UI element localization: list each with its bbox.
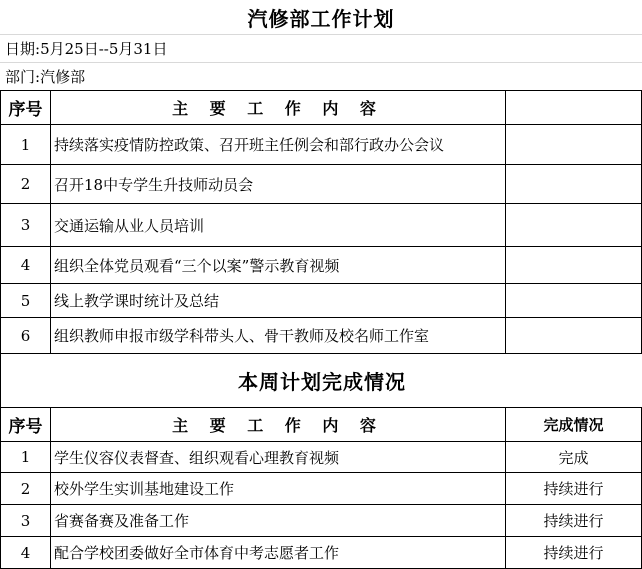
plan-row-task: 持续落实疫情防控政策、召开班主任例会和部行政办公会议	[51, 125, 506, 165]
plan-row	[1, 204, 642, 247]
plan-row-task: 组织教师申报市级学科带头人、骨干教师及校名师工作室	[51, 318, 506, 354]
completion-row	[1, 505, 642, 537]
plan-row	[1, 165, 642, 204]
plan-header-note	[506, 91, 642, 125]
completion-row-task: 学生仪容仪表督查、组织观看心理教育视频	[51, 442, 506, 473]
plan-header-row	[1, 91, 642, 125]
completion-row-status: 持续进行	[506, 473, 642, 505]
completion-row-num: 1	[1, 442, 51, 473]
plan-row-note	[506, 165, 642, 204]
plan-row-num: 1	[1, 125, 51, 165]
plan-header-task: 主 要 工 作 内 容	[51, 91, 506, 125]
department-value: 汽修部	[40, 68, 86, 86]
completion-table	[0, 407, 642, 569]
plan-row-note	[506, 284, 642, 318]
completion-row-num: 3	[1, 505, 51, 537]
plan-row-task: 线上教学课时统计及总结	[51, 284, 506, 318]
completion-section-title: 本周计划完成情况	[0, 353, 642, 407]
plan-row-num: 6	[1, 318, 51, 354]
plan-row	[1, 247, 642, 284]
plan-row-note	[506, 204, 642, 247]
department-label: 部门:	[5, 68, 41, 86]
completion-row-task: 配合学校团委做好全市体育中考志愿者工作	[51, 537, 506, 569]
completion-row	[1, 473, 642, 505]
plan-header-num: 序号	[1, 91, 51, 125]
plan-row-num: 4	[1, 247, 51, 284]
completion-header-task: 主 要 工 作 内 容	[51, 408, 506, 442]
department-row	[0, 62, 642, 90]
completion-row-task: 校外学生实训基地建设工作	[51, 473, 506, 505]
completion-header-status: 完成情况	[506, 408, 642, 442]
plan-table	[0, 90, 642, 354]
completion-row-num: 2	[1, 473, 51, 505]
plan-row	[1, 284, 642, 318]
date-label: 日期:	[5, 40, 41, 58]
plan-row-note	[506, 125, 642, 165]
plan-row-num: 3	[1, 204, 51, 247]
completion-row-task: 省赛备赛及准备工作	[51, 505, 506, 537]
completion-header-num: 序号	[1, 408, 51, 442]
plan-row-task: 组织全体党员观看“三个以案”警示教育视频	[51, 247, 506, 284]
page-title: 汽修部工作计划	[247, 6, 395, 31]
plan-row-note	[506, 247, 642, 284]
plan-row-task: 召开18中专学生升技师动员会	[51, 165, 506, 204]
completion-row	[1, 537, 642, 569]
completion-row	[1, 442, 642, 473]
date-value: 5月25日--5月31日	[40, 40, 168, 58]
date-row	[0, 34, 642, 62]
plan-row	[1, 125, 642, 165]
completion-row-status: 完成	[506, 442, 642, 473]
completion-row-status: 持续进行	[506, 505, 642, 537]
plan-row-task: 交通运输从业人员培训	[51, 204, 506, 247]
completion-row-status: 持续进行	[506, 537, 642, 569]
plan-row-num: 2	[1, 165, 51, 204]
completion-row-num: 4	[1, 537, 51, 569]
plan-row-num: 5	[1, 284, 51, 318]
completion-header-row	[1, 408, 642, 442]
plan-row	[1, 318, 642, 354]
plan-row-note	[506, 318, 642, 354]
